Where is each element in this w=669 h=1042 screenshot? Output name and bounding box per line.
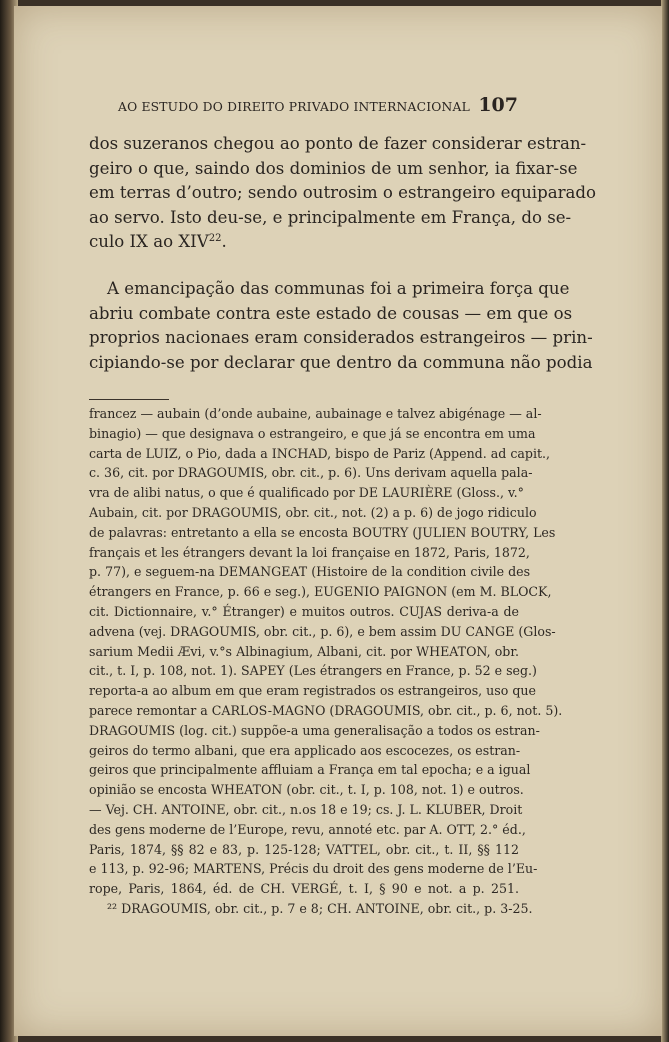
footnote-line: binagio) — que designava o estrangeiro, e que já se encontra em uma: [89, 425, 536, 441]
footnote-line: p. 77), e seguem-na DEMANGEAT (Histoire de la condition civile des: [89, 564, 531, 580]
text-line: em terras d’outro; sendo outrosim o estrangeiro equiparado: [89, 183, 597, 203]
page-number: 107: [478, 94, 518, 116]
text-line: A emancipação das communas foi a primeira força que: [107, 278, 570, 298]
text-fragment: .: [221, 232, 227, 252]
footnote-line: cit., t. I, p. 108, not. 1). SAPEY (Les étrangers en France, p. 52 e seg.): [89, 663, 537, 679]
text-line: cipiando-se por declarar que dentro da communa não podia: [89, 352, 593, 372]
footnote-line: étrangers en France, p. 66 e seg.), EUGENIO PAIGNON (em M. BLOCK,: [89, 584, 552, 600]
footnote-line: cit. Dictionnaire, v.° Étranger) e muitos outros. CUJAS deriva-a de: [89, 603, 519, 619]
footnote-line: DRAGOUMIS (log. cit.) suppõe-a uma generalisação a todos os estran-: [89, 722, 540, 738]
footnote-line: de palavras: entretanto a ella se encosta BOUTRY (JULIEN BOUTRY, Les: [89, 524, 556, 540]
footnote-line: français et les étrangers devant la loi française en 1872, Paris, 1872,: [89, 544, 530, 560]
text-line: ao servo. Isto deu-se, e principalmente em França, do se-: [89, 207, 572, 227]
text-line: abriu combate contra este estado de cousas — em que os: [89, 303, 573, 323]
footnote-line: vra de alibi natus, o que é qualificado por DE LAURIÈRE (Gloss., v.°: [89, 485, 524, 501]
footnote-line: carta de LUIZ, o Pio, dada a INCHAD, bispo de Pariz (Append. ad capit.,: [89, 445, 551, 461]
footnote-line: advena (vej. DRAGOUMIS, obr. cit., p. 6), e bem assim DU CANGE (Glos-: [89, 623, 556, 639]
footnote-ref: 22: [208, 233, 222, 245]
footnote-continued: [89, 404, 563, 899]
main-text: [89, 132, 597, 375]
footnote-line: Paris, 1874, §§ 82 e 83, p. 125-128; VATTEL, obr. cit., t. II, §§ 112: [89, 841, 519, 857]
paragraph-2: [89, 277, 593, 375]
footnote-line: parece remontar a CARLOS-MAGNO (DRAGOUMIS, obr. cit., p. 6, not. 5).: [89, 702, 563, 718]
text-line: dos suzeranos chegou ao ponto de fazer considerar estran-: [89, 134, 587, 153]
footnote-line: e 113, p. 92-96; MARTENS, Précis du droit des gens moderne de l’Eu-: [89, 861, 538, 877]
paragraph-1: [89, 132, 597, 255]
text-line: geiro o que, saindo dos dominios de um senhor, ia fixar-se: [89, 158, 578, 178]
footnote-line: rope, Paris, 1864, éd. de CH. VERGÉ, t. I, § 90 e not. a p. 251.: [89, 881, 519, 897]
footnote-line: Aubain, cit. por DRAGOUMIS, obr. cit., not. (2) a p. 6) de jogo ridiculo: [89, 504, 537, 520]
page-edge-shadow: [661, 0, 669, 1042]
footnote-line: c. 36, cit. por DRAGOUMIS, obr. cit., p. 6). Uns derivam aquella pala-: [89, 465, 533, 481]
running-title: AO ESTUDO DO DIREITO PRIVADO INTERNACIONAL: [118, 100, 470, 114]
footnote-line: geiros que principalmente affluiam a França em tal epocha; e a igual: [89, 762, 531, 778]
footnote-line: sarium Medii Ævi, v.°s Albinagium, Albani, cit. por WHEATON, obr.: [89, 643, 519, 659]
footnote-line: reporta-a ao album em que eram registrados os estrangeiros, uso que: [89, 683, 536, 699]
footnote-22: ²² DRAGOUMIS, obr. cit., p. 7 e 8; CH. ANTOINE, obr. cit., p. 3-25.: [107, 900, 533, 916]
footnote-line: opinião se encosta WHEATON (obr. cit., t. I, p. 108, not. 1) e outros.: [89, 782, 524, 798]
footnote-line: geiros do termo albani, que era applicado aos escocezes, os estran-: [89, 742, 521, 758]
footnote-line: francez — aubain (d’onde aubaine, aubainage e talvez abigénage — al-: [89, 406, 542, 421]
page-header: [118, 94, 518, 122]
text-line: proprios nacionaes eram considerados estrangeiros — prin-: [89, 328, 593, 348]
footnote-line: — Vej. CH. ANTOINE, obr. cit., n.os 18 e 19; cs. J. L. KLUBER, Droit: [89, 801, 523, 817]
footnote-line: des gens moderne de l’Europe, revu, annoté etc. par A. OTT, 2.° éd.,: [89, 821, 526, 837]
text-line: [89, 230, 519, 255]
footnote-separator: [89, 399, 169, 400]
footnotes: [89, 404, 563, 919]
text-fragment: culo IX ao XIV: [89, 232, 209, 252]
